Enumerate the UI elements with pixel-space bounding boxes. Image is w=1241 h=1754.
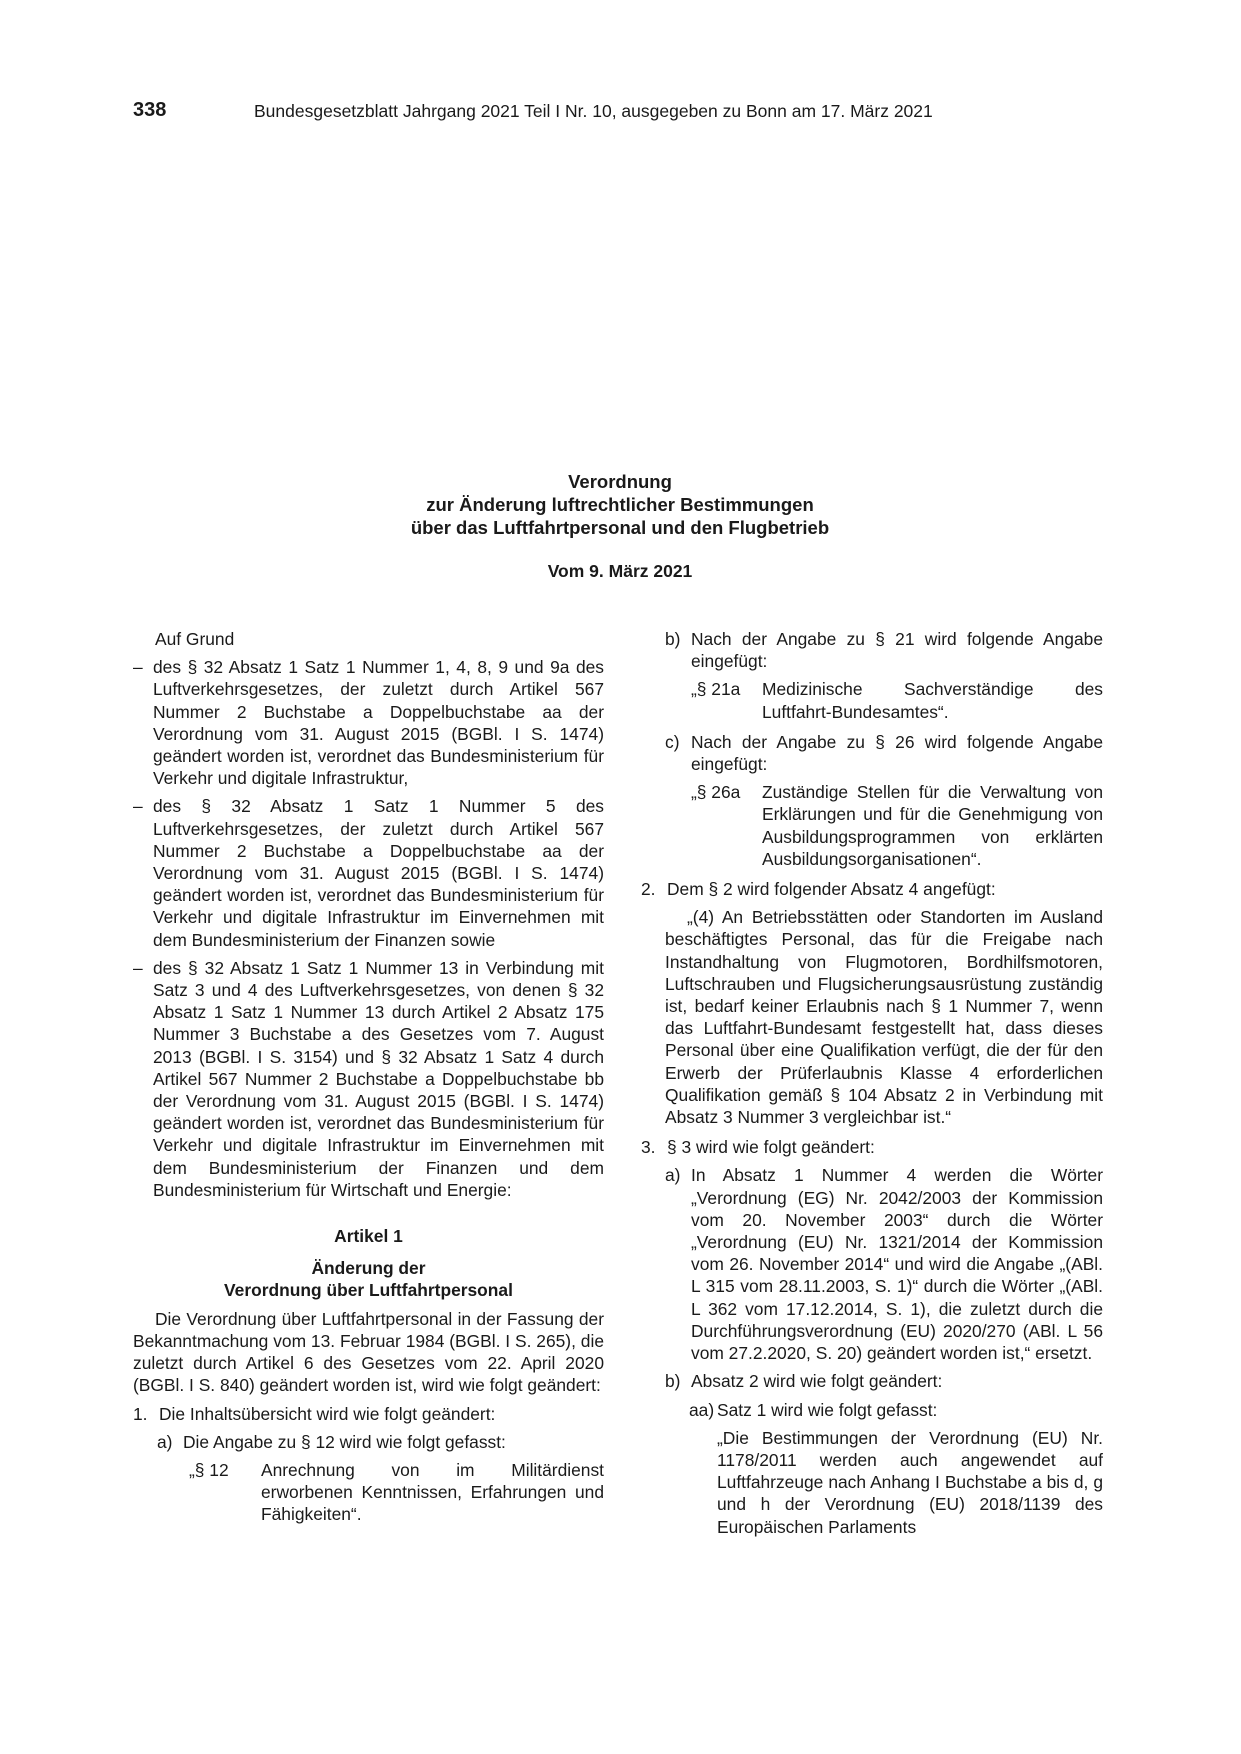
article-title: [133, 1257, 604, 1301]
inserted-sentence: „Die Bestimmungen der Verordnung (EU) Nr. 1178/2011 werden auch angewendet auf Luftfahrzeuge nach Anhang I Buchstabe a bis d, g und h der Verordnung (EU) 2018/1139 des Europäischen Parlaments: [717, 1427, 1103, 1537]
intro-text: Auf Grund: [155, 629, 235, 649]
item-marker: 3.: [641, 1137, 656, 1158]
inserted-paragraph: „(4) An Betriebsstätten oder Standorten im Ausland beschäftigtes Personal, das für die Freigabe nach Instandhaltung von Flugmotoren, Bordhilfsmotoren, Luftschrauben und Flugsicherungsausrüstung zuständig ist, bedarf keiner Erlaubnis nach § 1 Nummer 7, wenn das Luftfahrt-Bundesamt festgestellt hat, dass dieses Personal über eine Qualifikation verfügt, die der für den Erwerb der Prüferlaubnis Klasse 4 erforderlichen Qualifikation gemäß § 104 Absatz 2 in Verbindung mit Absatz 3 Nummer 3 vergleichbar ist.“: [665, 907, 1103, 1128]
left-column: [133, 628, 604, 1534]
title-line-3: über das Luftfahrtpersonal und den Flugbetrieb: [410, 517, 830, 538]
item-marker: c): [665, 731, 680, 752]
article-intro: Die Verordnung über Luftfahrtpersonal in der Fassung der Bekanntmachung vom 13. Februar 1984 (BGBl. I S. 265), die zuletzt durch Artikel 6 des Gesetzes vom 22. April 2020 (BGBl. I S. 840) geändert worden ist, wird wie folgt geändert:: [133, 1308, 604, 1396]
item-text: Nach der Angabe zu § 26 wird folgende Angabe eingefügt:: [691, 731, 1103, 775]
legal-basis-text: des § 32 Absatz 1 Satz 1 Nummer 5 des Luftverkehrsgesetzes, der zuletzt durch Artikel 567 Nummer 2 Buchstabe a Doppelbuchstabe aa der Verordnung vom 31. August 2015 (BGBl. I S. 1474) geändert worden ist, verordnet das Bundesministerium für Verkehr und digitale Infrastruktur im Einvernehmen mit dem Bundesministerium der Finanzen sowie: [153, 796, 604, 950]
title-line-2: zur Änderung luftrechtlicher Bestimmungen: [426, 494, 814, 515]
item-text: Dem § 2 wird folgender Absatz 4 angefügt:: [667, 879, 996, 900]
item-text: Nach der Angabe zu § 21 wird folgende Angabe eingefügt:: [691, 629, 1103, 672]
legal-basis-item: – des § 32 Absatz 1 Satz 1 Nummer 13 in Verbindung mit Satz 3 und 4 des Luftverkehrsgesetzes, von denen § 32 Absatz 1 Satz 1 Nummer 13 durch Artikel 2 Absatz 175 Nummer 3 Buchstabe a des Gesetzes vom 7. August 2013 (BGBl. I S. 3154) und § 32 Absatz 1 Satz 4 durch Artikel 567 Nummer 2 Buchstabe a Doppelbuchstabe bb der Verordnung vom 31. August 2015 (BGBl. I S. 1474) geändert worden ist, verordnet das Bundesministerium für Verkehr und digitale Infrastruktur im Einvernehmen mit dem Bundesministerium der Finanzen und dem Bundesministerium für Wirtschaft und Energie:: [133, 957, 604, 1200]
document-date: Vom 9. März 2021: [547, 561, 693, 581]
section-entry: [641, 678, 1103, 722]
legal-basis-item: – des § 32 Absatz 1 Satz 1 Nummer 1, 4, 8, 9 und 9a des Luftverkehrsgesetzes, der zuletzt durch Artikel 567 Nummer 2 Buchstabe a Doppelbuchstabe aa der Verordnung vom 31. August 2015 (BGBl. I S. 1474) geändert worden ist, verordnet das Bundesministerium für Verkehr und digitale Infrastruktur,: [133, 657, 604, 789]
item-text: Satz 1 wird wie folgt gefasst:: [717, 1399, 938, 1420]
article-title-line-1: Änderung der: [311, 1258, 426, 1279]
page-number: 338: [133, 99, 167, 121]
legal-basis-text: des § 32 Absatz 1 Satz 1 Nummer 1, 4, 8, 9 und 9a des Luftverkehrsgesetzes, der zuletzt durch Artikel 567 Nummer 2 Buchstabe a Doppelbuchstabe aa der Verordnung vom 31. August 2015 (BGBl. I S. 1474) geändert worden ist, verordnet das Bundesministerium für Verkehr und digitale Infrastruktur,: [153, 657, 604, 789]
amendment-subitem: [641, 731, 1103, 775]
item-marker: 1.: [133, 1403, 148, 1424]
amendment-item: [133, 1403, 604, 1425]
section-text: Zuständige Stellen für die Verwaltung von Erklärungen und für die Genehmigung von Ausbildungsprogrammen von erklärten Ausbildungsorganisationen“.: [762, 782, 1103, 869]
section-label: „§ 26a: [691, 782, 741, 803]
item-text: Die Inhaltsübersicht wird wie folgt geändert:: [159, 1403, 496, 1424]
section-text: Anrechnung von im Militärdienst erworbenen Kenntnissen, Erfahrungen und Fähigkeiten“.: [261, 1459, 604, 1525]
section-entry: [641, 781, 1103, 870]
section-text: Medizinische Sachverständige des Luftfahrt-Bundesamtes“.: [762, 679, 1103, 722]
amendment-subitem: [641, 1164, 1103, 1364]
amendment-subitem: [641, 1370, 1103, 1392]
amendment-subitem: [641, 628, 1103, 672]
item-marker: a): [665, 1165, 681, 1186]
section-label: „§ 21a: [691, 679, 741, 700]
item-marker: a): [157, 1431, 173, 1452]
item-marker: 2.: [641, 879, 656, 900]
legal-basis-item: – des § 32 Absatz 1 Satz 1 Nummer 5 des Luftverkehrsgesetzes, der zuletzt durch Artikel 567 Nummer 2 Buchstabe a Doppelbuchstabe aa der Verordnung vom 31. August 2015 (BGBl. I S. 1474) geändert worden ist, verordnet das Bundesministerium für Verkehr und digitale Infrastruktur im Einvernehmen mit dem Bundesministerium der Finanzen sowie: [133, 796, 604, 950]
item-marker: b): [665, 1371, 681, 1392]
article-title-line-2: Verordnung über Luftfahrtpersonal: [224, 1280, 513, 1301]
item-text: § 3 wird wie folgt geändert:: [667, 1137, 875, 1158]
amendment-subitem: [133, 1431, 604, 1453]
section-entry: [133, 1459, 604, 1526]
section-label: „§ 12: [189, 1459, 229, 1480]
legal-basis-text: des § 32 Absatz 1 Satz 1 Nummer 13 in Verbindung mit Satz 3 und 4 des Luftverkehrsgesetzes, von denen § 32 Absatz 1 Satz 1 Nummer 13 durch Artikel 2 Absatz 175 Nummer 3 Buchstabe a des Gesetzes vom 7. August 2013 (BGBl. I S. 3154) und § 32 Absatz 1 Satz 4 durch Artikel 567 Nummer 2 Buchstabe a Doppelbuchstabe bb der Verordnung vom 31. August 2015 (BGBl. I S. 1474) geändert worden ist, verordnet das Bundesministerium für Verkehr und digitale Infrastruktur im Einvernehmen mit dem Bundesministerium der Finanzen und dem Bundesministerium für Wirtschaft und Energie:: [153, 957, 604, 1200]
item-text: In Absatz 1 Nummer 4 werden die Wörter „Verordnung (EG) Nr. 2042/2003 der Kommission vom 20. November 2003“ durch die Wörter „Verordnung (EU) Nr. 1321/2014 der Kommission vom 26. November 2014“ und wird die Angabe „(ABl. L 315 vom 28.11.2003, S. 1)“ durch die Wörter „(ABl. L 362 vom 17.12.2014, S. 1), die zuletzt durch die Durchführungsverordnung (EU) 2020/270 (ABl. L 56 vom 27.2.2020, S. 20) geändert worden ist,“ ersetzt.: [691, 1165, 1103, 1364]
running-head: Bundesgesetzblatt Jahrgang 2021 Teil I Nr. 10, ausgegeben zu Bonn am 17. März 2021: [254, 101, 933, 121]
item-marker: aa): [689, 1399, 715, 1420]
right-column: [641, 628, 1103, 1538]
item-text: Absatz 2 wird wie folgt geändert:: [691, 1371, 943, 1392]
document-title: [340, 470, 900, 539]
article-number: Artikel 1: [334, 1226, 403, 1247]
item-marker: b): [665, 629, 681, 649]
amendment-item: [641, 878, 1103, 900]
amendment-item: [641, 1136, 1103, 1158]
title-line-1: Verordnung: [568, 471, 672, 492]
item-text: Die Angabe zu § 12 wird wie folgt gefasst:: [183, 1431, 506, 1452]
amendment-subsubitem: [641, 1399, 1103, 1421]
